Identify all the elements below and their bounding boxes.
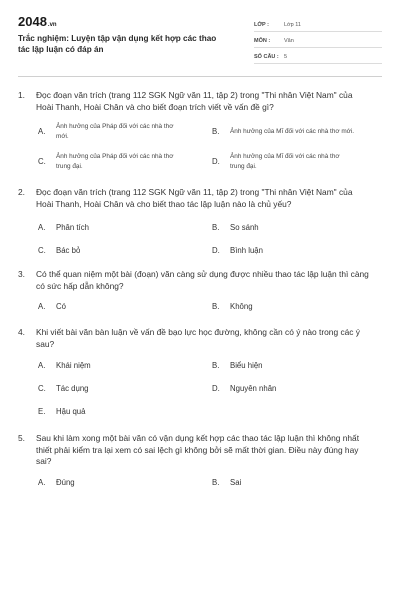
- question-text: Đọc đoạn văn trích (trang 112 SGK Ngữ văn 11, tập 2) trong "Thi nhân Việt Nam" của Hoài Thanh, Hoài Chân và cho biết thao tác lập luận nào là chủ yếu?: [36, 187, 353, 209]
- option-text: Khái niệm: [56, 361, 91, 370]
- header-divider: [18, 76, 382, 77]
- question-number: 1.: [18, 90, 25, 100]
- meta-value: Lớp 11: [284, 22, 301, 28]
- option-a[interactable]: [38, 361, 212, 370]
- question-number: 5.: [18, 433, 25, 443]
- option-a[interactable]: [38, 122, 212, 142]
- question-text: Đọc đoạn văn trích (trang 112 SGK Ngữ văn 11, tập 2) trong "Thi nhân Việt Nam" của Hoài Thanh, Hoài Chân và cho biết đoạn trích viết về vấn đề gì?: [36, 90, 353, 112]
- site-logo[interactable]: [18, 14, 223, 29]
- option-e[interactable]: [38, 407, 212, 416]
- option-a[interactable]: [38, 223, 212, 232]
- option-label: D.: [212, 384, 220, 393]
- option-d[interactable]: [212, 152, 382, 172]
- meta-table: [254, 16, 382, 64]
- option-d[interactable]: [212, 384, 382, 393]
- option-b[interactable]: [212, 122, 382, 142]
- option-text: Đúng: [56, 477, 75, 487]
- option-label: B.: [212, 302, 220, 311]
- option-c[interactable]: [38, 384, 212, 393]
- option-text: Tác dụng: [56, 384, 89, 393]
- question-3: [18, 269, 382, 311]
- option-label: A.: [38, 223, 46, 232]
- question-text: Sau khi làm xong một bài văn có vận dụng kết hợp các thao tác lập luận thì không nhất thiết phải kiểm tra lại xem có sai lệch gì không bởi sẽ mất thời gian. Điều này đúng hay sai?: [36, 433, 360, 466]
- option-text: Bình luận: [230, 246, 263, 255]
- option-label: A.: [38, 302, 46, 311]
- question-number: 4.: [18, 327, 25, 337]
- option-text: Biểu hiện: [230, 361, 263, 370]
- option-text: Nguyên nhân: [230, 384, 277, 393]
- option-b[interactable]: [212, 361, 382, 370]
- option-label: D.: [212, 157, 220, 166]
- question-number: 2.: [18, 187, 25, 197]
- meta-key: MÔN :: [254, 38, 271, 44]
- option-label: B.: [212, 127, 220, 136]
- option-a[interactable]: [38, 478, 212, 487]
- option-b[interactable]: [212, 478, 382, 487]
- question-text: Có thể quan niệm một bài (đoạn) văn càng sử dụng được nhiều thao tác lập luận thì càng có sức hấp dẫn không?: [36, 269, 369, 291]
- header-left: [18, 14, 223, 64]
- option-label: B.: [212, 223, 220, 232]
- option-label: C.: [38, 246, 46, 255]
- option-c[interactable]: [38, 246, 212, 255]
- header: [18, 14, 382, 64]
- quiz-title: Trắc nghiệm: Luyện tập vận dụng kết hợp các thao tác lập luận có đáp án: [18, 34, 217, 54]
- option-text: So sánh: [230, 223, 259, 232]
- question-2: [18, 187, 382, 255]
- option-text: Phân tích: [56, 223, 89, 232]
- option-text: Hậu quả: [56, 407, 86, 416]
- meta-row-count: [254, 48, 382, 64]
- meta-key: LỚP :: [254, 22, 269, 28]
- option-label: C.: [38, 384, 46, 393]
- question-number: 3.: [18, 269, 25, 279]
- option-text: Ảnh hưởng của Mĩ đối với các nhà thơ trung đại.: [230, 153, 340, 170]
- option-c[interactable]: [38, 152, 212, 172]
- option-d[interactable]: [212, 246, 382, 255]
- option-label: C.: [38, 157, 46, 166]
- option-b[interactable]: [212, 302, 382, 311]
- option-text: Ảnh hưởng của Pháp đối với các nhà thơ trung đại.: [56, 153, 174, 170]
- question-5: [18, 433, 382, 487]
- option-text: Có: [56, 302, 66, 311]
- meta-key: SỐ CÂU :: [254, 54, 279, 60]
- option-label: D.: [212, 246, 220, 255]
- question-text: Khi viết bài văn bàn luận về vấn đề bạo lực học đường, không cần có ý nào trong các ý sau?: [36, 327, 360, 349]
- option-text: Sai: [230, 477, 242, 487]
- option-label: B.: [212, 361, 220, 370]
- option-label: A.: [38, 477, 46, 487]
- meta-row-class: [254, 16, 382, 32]
- logo-text: 2048: [18, 14, 47, 29]
- option-a[interactable]: [38, 302, 212, 311]
- option-label: E.: [38, 407, 46, 416]
- option-text: Ảnh hưởng của Mĩ đối với các nhà thơ mới.: [230, 128, 355, 135]
- meta-value: 5: [284, 54, 288, 60]
- question-1: [18, 90, 382, 172]
- option-label: A.: [38, 127, 46, 136]
- logo-suffix: .vn: [47, 22, 57, 28]
- question-4: [18, 327, 382, 416]
- option-text: Không: [230, 302, 253, 311]
- option-text: Bác bỏ: [56, 246, 81, 255]
- option-label: A.: [38, 361, 46, 370]
- option-text: Ảnh hưởng của Pháp đối với các nhà thơ mới.: [56, 123, 174, 140]
- meta-value: Văn: [284, 38, 294, 44]
- meta-row-subject: [254, 32, 382, 48]
- option-label: B.: [212, 477, 220, 487]
- option-b[interactable]: [212, 223, 382, 232]
